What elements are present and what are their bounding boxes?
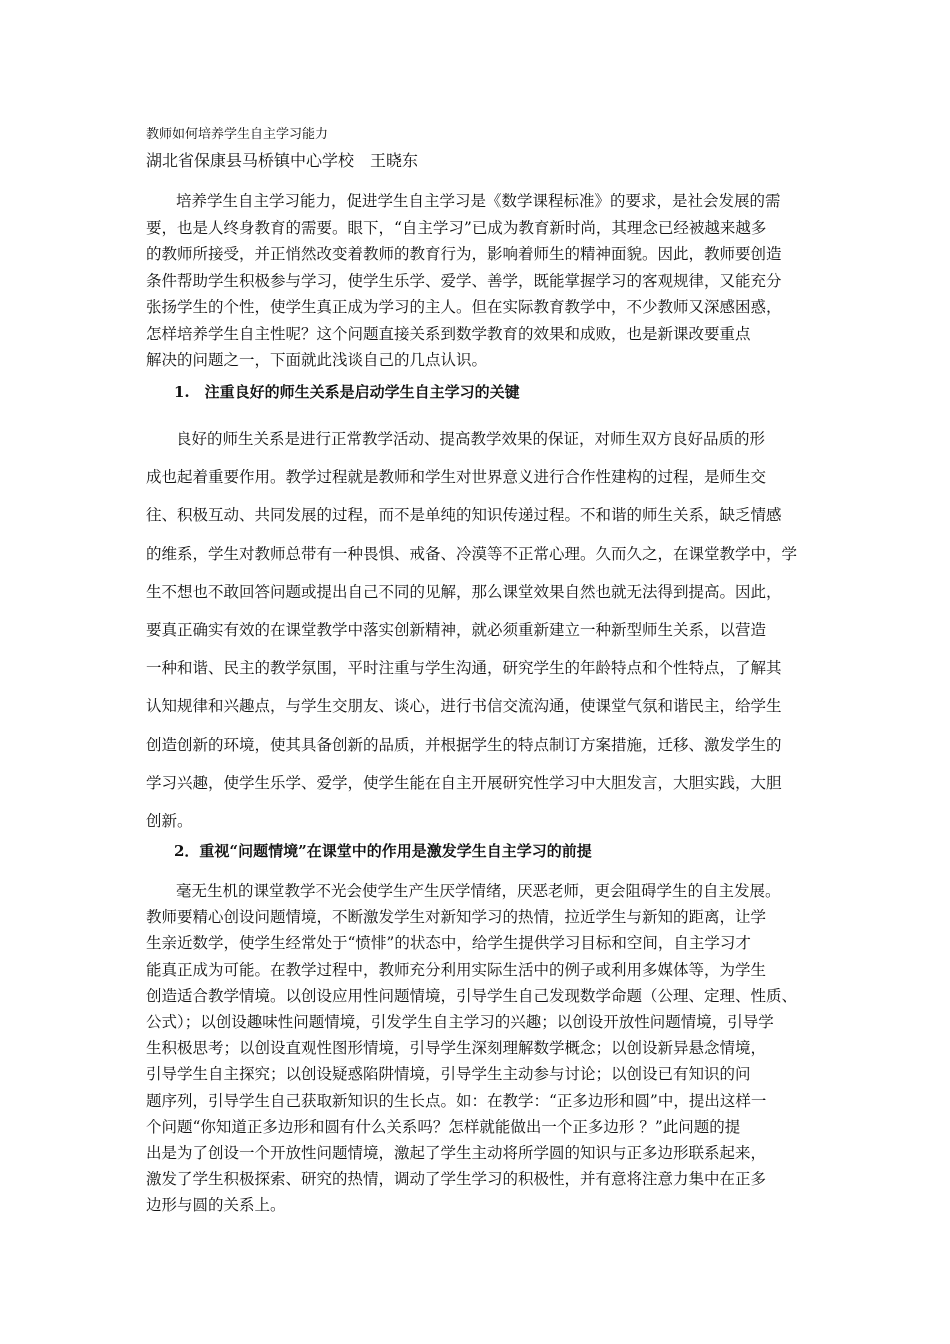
- text-line: 创造创新的环境，使其具备创新的品质，并根据学生的特点制订方案措施，迁移、激发学生的: [146, 735, 782, 754]
- section-2-paragraph: [146, 878, 811, 1219]
- section-1-paragraph: [146, 420, 811, 840]
- text-line: 良好的师生关系是进行正常教学活动、提高教学效果的保证，对师生双方良好品质的形: [176, 430, 766, 448]
- text-line: 生不想也不敢回答问题或提出自己不同的见解，那么课堂效果自然也就无法得到提高。因此，: [146, 582, 782, 601]
- section-2-heading: 2．重视“问题情境”在课堂中的作用是激发学生自主学习的前提: [174, 842, 592, 860]
- text-line: 个问题“你知道正多边形和圆有什么关系吗？怎样就能做出一个正多边形 ？”此问题的提: [146, 1117, 741, 1136]
- text-line: 张扬学生的个性，使学生真正成为学习的主人。但在实际教育教学中，不少教师又深感困惑，: [146, 298, 782, 316]
- text-line: 生积极思考；以创设直观性图形情境，引导学生深刻理解数学概念；以创设新异悬念情境，: [146, 1039, 767, 1058]
- text-line: 激发了学生积极探索、研究的热情，调动了学生学习的积极性，并有意将注意力集中在正多: [146, 1170, 767, 1189]
- text-line: 的维系，学生对教师总带有一种畏惧、戒备、冷漠等不正常心理。久而久之，在课堂教学中，学: [146, 544, 798, 563]
- text-line: 的教师所接受，并正悄然改变着教师的教育行为，影响着师生的精神面貌。因此，教师要创造: [146, 245, 782, 263]
- text-line: 认知规律和兴趣点，与学生交朋友、谈心，进行书信交流沟通，使课堂气氛和谐民主，给学生: [146, 697, 782, 716]
- text-line: 怎样培养学生自主性呢？这个问题直接关系到数学教育的效果和成败，也是新课改要重点: [146, 324, 751, 343]
- text-line: 往、积极互动、共同发展的过程，而不是单纯的知识传递过程。不和谐的师生关系，缺乏情感: [146, 506, 782, 525]
- text-line: 教师要精心创设问题情境，不断激发学生对新知学习的热情，拉近学生与新知的距离，让学: [146, 908, 767, 927]
- text-line: 边形与圆的关系上。: [146, 1196, 286, 1215]
- section-1-heading: 1. 注重良好的师生关系是启动学生自主学习的关键: [174, 383, 520, 401]
- text-line: 题序列，引导学生自己获取新知识的生长点。如：在教学：“正多边形和圆”中，提出这样一: [146, 1091, 767, 1110]
- text-line: 创新。: [146, 812, 193, 831]
- text-line: 出是为了创设一个开放性问题情境，激起了学生主动将所学圆的知识与正多边形联系起来，: [146, 1144, 767, 1163]
- text-line: 要真正确实有效的在课堂教学中落实创新精神，就必须重新建立一种新型师生关系，以营造: [146, 621, 767, 640]
- text-line: 生亲近数学，使学生经常处于“愤悱”的状态中，给学生提供学习目标和空间，自主学习才: [146, 934, 751, 953]
- text-line: 学习兴趣，使学生乐学、爱学，使学生能在自主开展研究性学习中大胆发言，大胆实践，大胆: [146, 773, 782, 792]
- text-line: 能真正成为可能。在教学过程中，教师充分利用实际生活中的例子或利用多媒体等，为学生: [146, 960, 767, 979]
- text-line: 解决的问题之一，下面就此浅谈自己的几点认识。: [146, 351, 488, 369]
- text-line: 成也起着重要作用。教学过程就是教师和学生对世界意义进行合作性建构的过程，是师生交: [146, 468, 767, 487]
- intro-paragraph: [146, 188, 811, 374]
- text-line: 一种和谐、民主的教学氛围，平时注重与学生沟通，研究学生的年龄特点和个性特点，了解其: [146, 659, 782, 678]
- text-line: 要，也是人终身教育的需要。眼下，“自主学习”已成为教育新时尚，其理念已经被越来越多: [146, 218, 767, 237]
- text-line: 毫无生机的课堂教学不光会使学生产生厌学情绪，厌恶老师，更会阻碍学生的自主发展。: [176, 882, 781, 900]
- text-line: 条件帮助学生积极参与学习，使学生乐学、爱学、善学，既能掌握学习的客观规律，又能充分: [146, 271, 782, 290]
- document-title: 教师如何培养学生自主学习能力: [146, 127, 329, 142]
- text-line: 公式）；以创设趣味性问题情境，引发学生自主学习的兴趣；以创设开放性问题情境，引导学: [146, 1013, 774, 1032]
- text-line: 创造适合教学情境。以创设应用性问题情境，引导学生自己发现数学命题（公理、定理、性质、: [146, 986, 798, 1005]
- text-line: 培养学生自主学习能力，促进学生自主学习是《数学课程标准》的要求，是社会发展的需: [176, 192, 781, 210]
- text-line: 引导学生自主探究；以创设疑惑陷阱情境，引导学生主动参与讨论；以创设已有知识的问: [146, 1065, 751, 1084]
- author-line: 湖北省保康县马桥镇中心学校 王晓东: [146, 151, 419, 170]
